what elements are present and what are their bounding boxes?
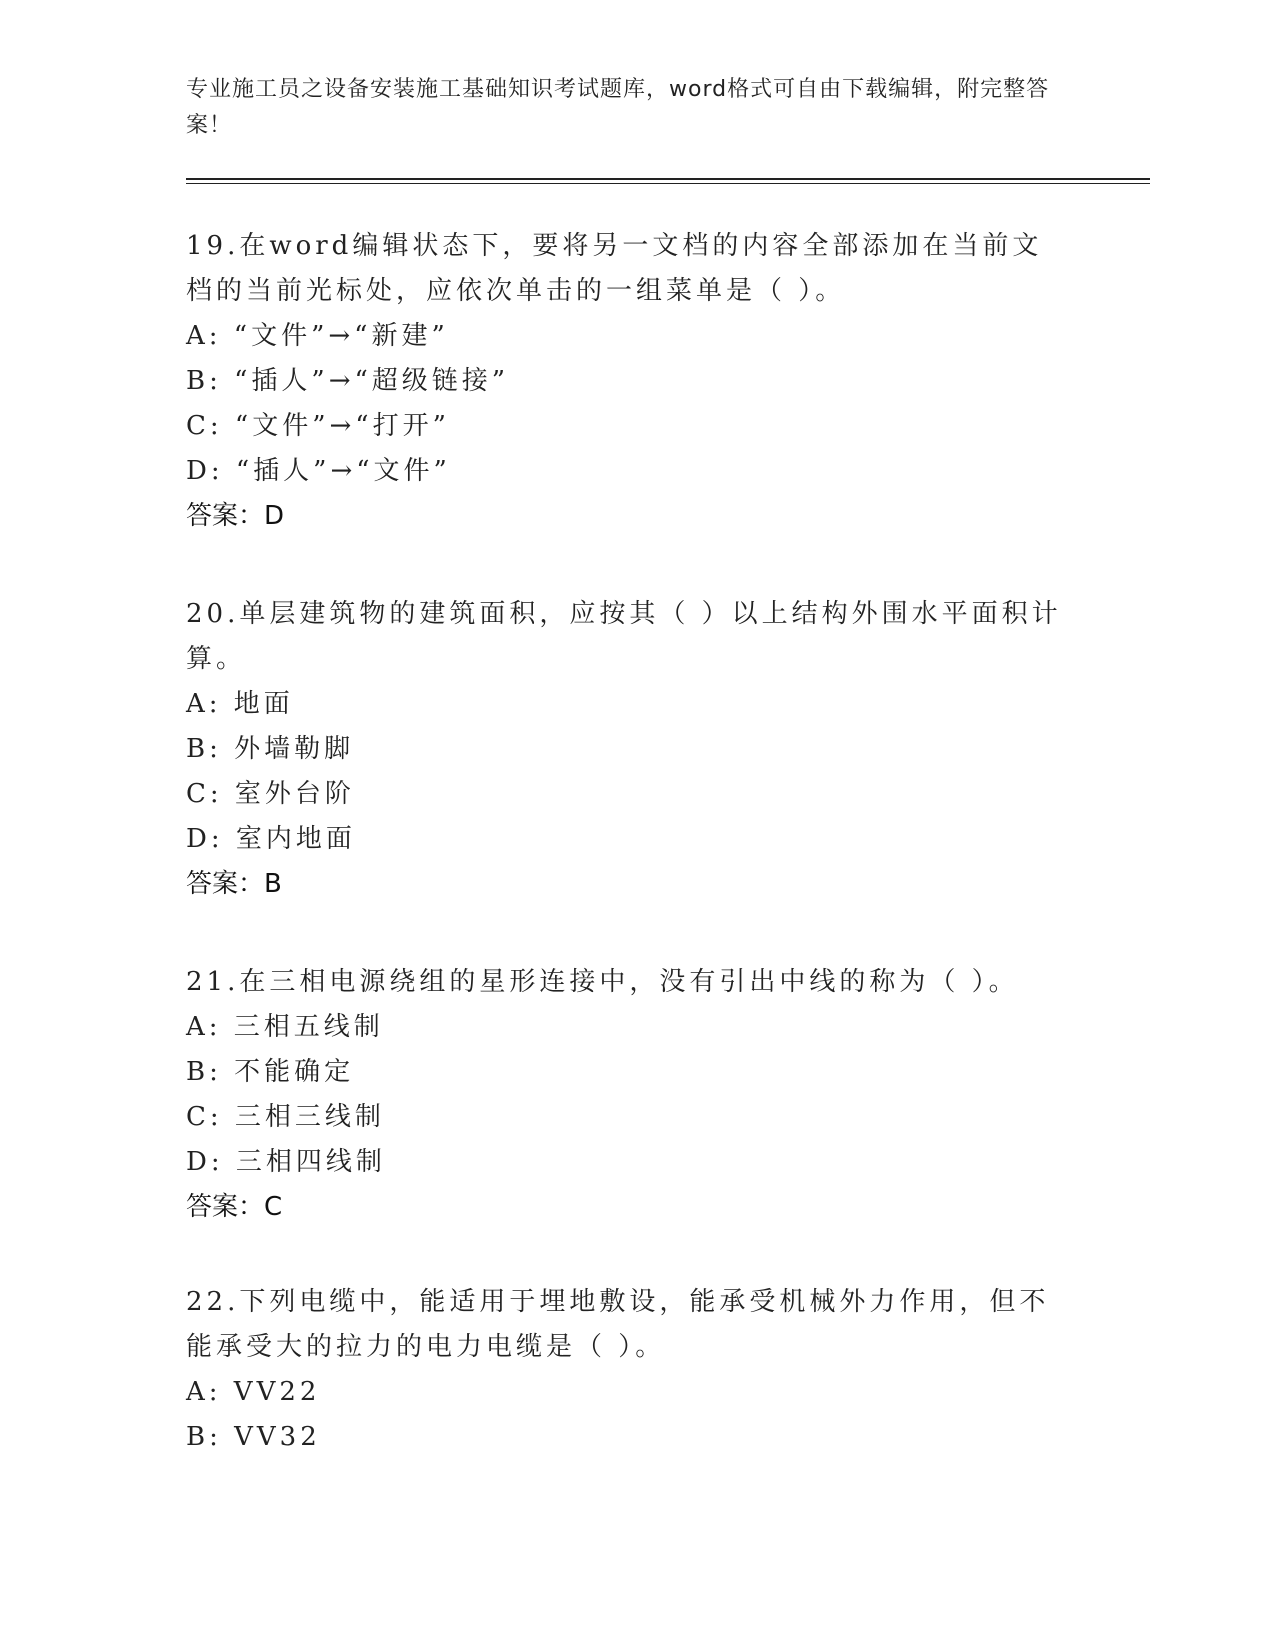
question-stem: 19.在word编辑状态下，要将另一文档的内容全部添加在当前文档的当前光标处，应依次单击的一组菜单是（ ）。 — [186, 231, 1043, 306]
option-b: B: 外墙勒脚 — [186, 734, 355, 764]
question-21 — [186, 960, 1066, 1230]
option-b: B: VV32 — [186, 1422, 321, 1452]
option-a: A: 地面 — [186, 689, 294, 719]
answer: 答案：D — [186, 501, 285, 531]
question-22 — [186, 1280, 1066, 1460]
option-b: B: 不能确定 — [186, 1057, 355, 1087]
option-d: D: “插人”→“文件” — [186, 456, 451, 486]
option-b: B: “插人”→“超级链接” — [186, 366, 510, 396]
option-d: D: 三相四线制 — [186, 1147, 386, 1177]
question-19 — [186, 224, 1066, 539]
option-c: C: 三相三线制 — [186, 1102, 385, 1132]
option-d: D: 室内地面 — [186, 824, 356, 854]
option-a: A: VV22 — [186, 1377, 321, 1407]
option-c: C: “文件”→“打开” — [186, 411, 450, 441]
question-stem: 21.在三相电源绕组的星形连接中，没有引出中线的称为（ ）。 — [186, 967, 1019, 997]
header-divider-thick — [186, 178, 1150, 180]
answer: 答案：B — [186, 869, 282, 899]
option-c: C: 室外台阶 — [186, 779, 355, 809]
header-divider-thin — [186, 183, 1150, 184]
document-header: 专业施工员之设备安装施工基础知识考试题库，word格式可自由下载编辑，附完整答案！ — [186, 77, 1050, 138]
option-a: A: 三相五线制 — [186, 1012, 384, 1042]
question-20 — [186, 592, 1066, 907]
question-stem: 22.下列电缆中，能适用于埋地敷设，能承受机械外力作用，但不能承受大的拉力的电力电缆是（ ）。 — [186, 1287, 1050, 1362]
question-stem: 20.单层建筑物的建筑面积，应按其（ ）以上结构外围水平面积计算。 — [186, 599, 1062, 674]
answer: 答案：C — [186, 1192, 283, 1222]
option-a: A: “文件”→“新建” — [186, 321, 449, 351]
